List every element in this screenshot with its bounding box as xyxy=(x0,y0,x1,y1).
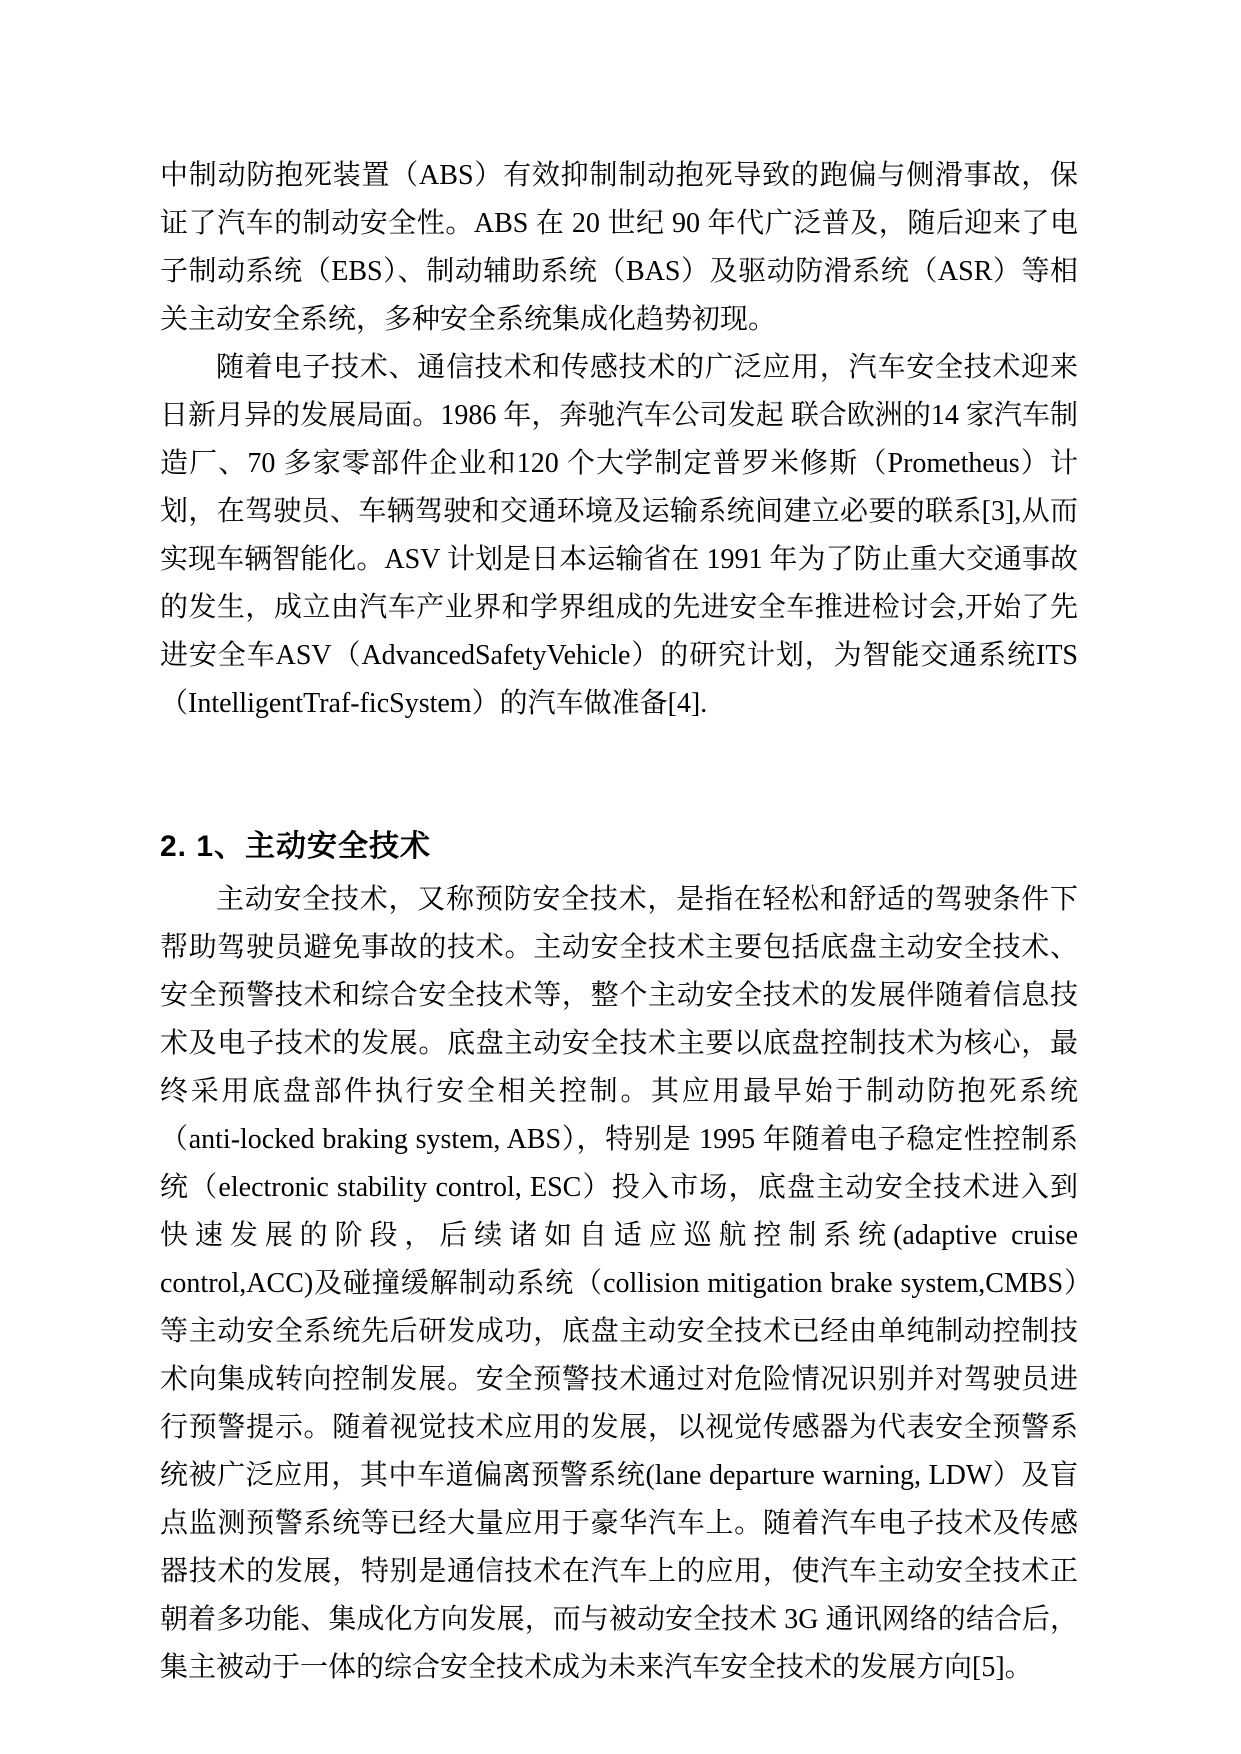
paragraph-active-safety-overview: 主动安全技术，又称预防安全技术，是指在轻松和舒适的驾驶条件下帮助驾驶员避免事故的技术。主动安全技术主要包括底盘主动安全技术、安全预警技术和综合安全技术等，整个主动安全技术的发展伴随着信息技术及电子技术的发展。底盘主动安全技术主要以底盘控制技术为核心，最终采用底盘部件执行安全相关控制。其应用最早始于制动防抱死系统（anti-locked braking system, ABS），特别是 1995 年随着电子稳定性控制系统（electronic stability control, ESC）投入市场，底盘主动安全技术进入到快速发展的阶段，后续诸如自适应巡航控制系统(adaptive cruise control,ACC)及碰撞缓解制动系统（collision mitigation brake system,CMBS）等主动安全系统先后研发成功，底盘主动安全技术已经由单纯制动控制技术向集成转向控制发展。安全预警技术通过对危险情况识别并对驾驶员进行预警提示。随着视觉技术应用的发展，以视觉传感器为代表安全预警系统被广泛应用，其中车道偏离预警系统(lane departure warning, LDW）及盲点监测预警系统等已经大量应用于豪华汽车上。随着汽车电子技术及传感器技术的发展，特别是通信技术在汽车上的应用，使汽车主动安全技术正朝着多功能、集成化方向发展，而与被动安全技术 3G 通讯网络的结合后，集主被动于一体的综合安全技术成为未来汽车安全技术的发展方向[5]。 xyxy=(160,884,1078,1683)
paragraph-safety-history: 随着电子技术、通信技术和传感技术的广泛应用，汽车安全技术迎来日新月异的发展局面。1986 年，奔驰汽车公司发起 联合欧洲的14 家汽车制造厂、70 多家零部件企业和120 个大学制定普罗米修斯（Prometheus）计划，在驾驶员、车辆驾驶和交通环境及运输系统间建立必要的联系[3],从而实现车辆智能化。ASV 计划是日本运输省在 1991 年为了防止重大交通事故的发生，成立由汽车产业界和学界组成的先进安全车推进检讨会,开始了先进安全车ASV（AdvancedSafetyVehicle）的研究计划，为智能交通系统ITS（IntelligentTraf-ficSystem）的汽车做准备[4]. xyxy=(160,352,1078,719)
section-heading-active-safety: 2. 1、主动安全技术 xyxy=(160,830,432,863)
paragraph-abs-systems: 中制动防抱死装置（ABS）有效抑制制动抱死导致的跑偏与侧滑事故，保证了汽车的制动安全性。ABS 在 20 世纪 90 年代广泛普及，随后迎来了电子制动系统（EBS）、制动辅助系统（BAS）及驱动防滑系统（ASR）等相关主动安全系统，多种安全系统集成化趋势初现。 xyxy=(160,160,1078,335)
